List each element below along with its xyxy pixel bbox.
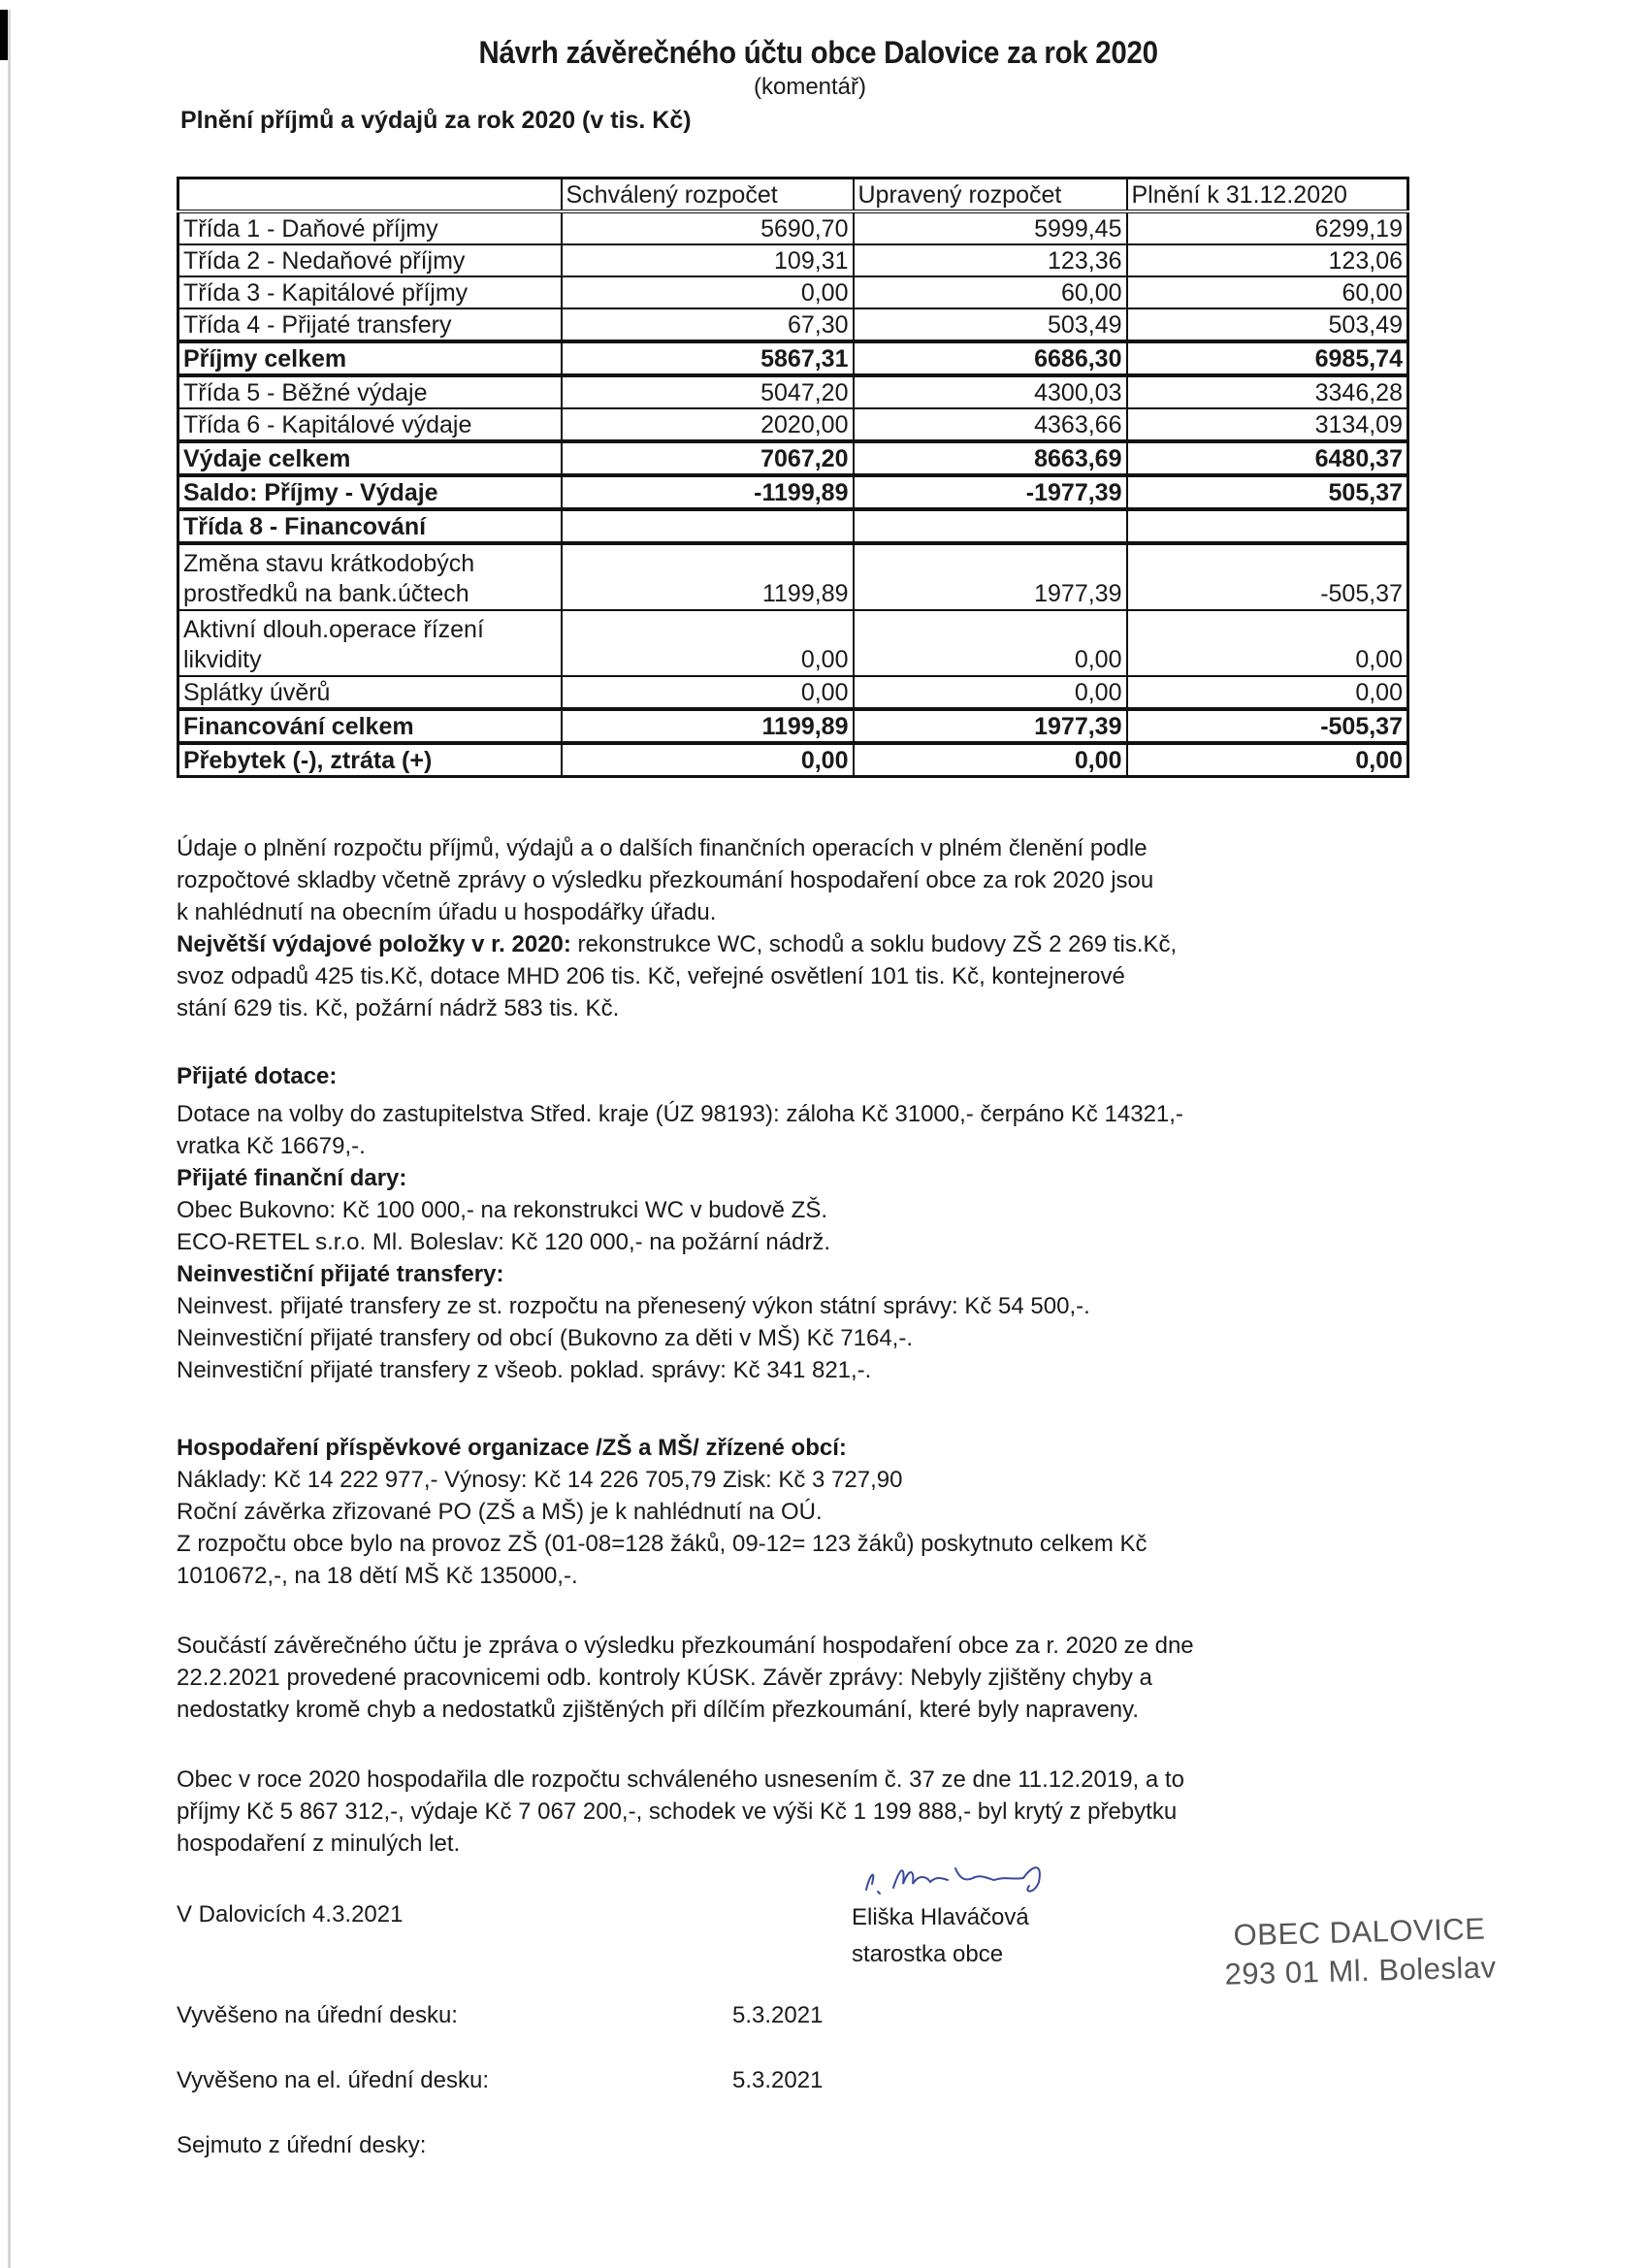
section-heading: Plnění příjmů a výdajů za rok 2020 (v tis. Kč) bbox=[180, 107, 692, 134]
cell-actual bbox=[1127, 509, 1408, 543]
row-label: Splátky úvěrů bbox=[178, 676, 562, 709]
cell-adjusted: 4300,03 bbox=[854, 375, 1127, 408]
table-row-total-revenue bbox=[178, 341, 1408, 375]
cell-actual: 60,00 bbox=[1127, 276, 1408, 308]
cell-adjusted: 0,00 bbox=[854, 610, 1127, 676]
row-label: Třída 8 - Financování bbox=[178, 509, 562, 543]
cell-actual: 0,00 bbox=[1127, 743, 1408, 777]
resolution-line: hospodaření z minulých let. bbox=[177, 1831, 461, 1857]
row-label: Příjmy celkem bbox=[178, 341, 562, 375]
cell-adjusted bbox=[854, 509, 1127, 543]
grants-line: vratka Kč 16679,-. bbox=[177, 1133, 366, 1159]
table-row-balance bbox=[178, 475, 1408, 509]
header-actual: Plnění k 31.12.2020 bbox=[1127, 178, 1408, 212]
municipal-stamp bbox=[1223, 1909, 1497, 1993]
cell-adjusted: 1977,39 bbox=[854, 709, 1127, 743]
review-line: nedostatky kromě chyb a nedostatků zjištěných při dílčím přezkoumání, které byly napraveny. bbox=[177, 1697, 1140, 1723]
transfers-heading: Neinvestiční přijaté transfery: bbox=[177, 1261, 504, 1287]
table-row bbox=[178, 276, 1408, 308]
header-label bbox=[178, 178, 562, 212]
resolution-line: Obec v roce 2020 hospodařila dle rozpočtu schváleného usnesením č. 37 ze dne 11.12.2019, a to bbox=[177, 1766, 1184, 1793]
cell-adjusted: 4363,66 bbox=[854, 408, 1127, 441]
cell-actual: 505,37 bbox=[1127, 475, 1408, 509]
table-row bbox=[178, 676, 1408, 709]
row-label: Třída 3 - Kapitálové příjmy bbox=[178, 276, 562, 308]
table-row-total-expenditure bbox=[178, 441, 1408, 475]
table-row-surplus-loss bbox=[178, 743, 1408, 777]
table-row-total-financing bbox=[178, 709, 1408, 743]
row-label: Třída 1 - Daňové příjmy bbox=[178, 211, 562, 244]
gifts-line: Obec Bukovno: Kč 100 000,- na rekonstrukci WC v budově ZŠ. bbox=[177, 1197, 827, 1223]
signatory-role: starostka obce bbox=[852, 1941, 1004, 1967]
cell-adjusted: -1977,39 bbox=[854, 475, 1127, 509]
cell-actual: 6299,19 bbox=[1127, 211, 1408, 244]
cell-approved: 67,30 bbox=[562, 308, 854, 341]
organization-heading: Hospodaření příspěvkové organizace /ZŠ a MŠ/ zřízené obcí: bbox=[177, 1435, 847, 1461]
row-label: Financování celkem bbox=[178, 709, 562, 743]
gifts-line: ECO-RETEL s.r.o. Ml. Boleslav: Kč 120 000,- na požární nádrž. bbox=[177, 1229, 831, 1255]
cell-approved: 5047,20 bbox=[562, 375, 854, 408]
row-label: Přebytek (-), ztráta (+) bbox=[178, 743, 562, 777]
cell-adjusted: 8663,69 bbox=[854, 441, 1127, 475]
removed-label: Sejmuto z úřední desky: bbox=[177, 2132, 427, 2158]
row-label: Aktivní dlouh.operace řízení likvidity bbox=[178, 610, 562, 676]
table-header-row bbox=[178, 178, 1408, 212]
largest-items-line bbox=[177, 928, 1389, 960]
transfers-line: Neinvestiční přijaté transfery z všeob. poklad. správy: Kč 341 821,-. bbox=[177, 1357, 872, 1383]
cell-approved: 2020,00 bbox=[562, 408, 854, 441]
cell-approved: 5690,70 bbox=[562, 211, 854, 244]
cell-approved: 0,00 bbox=[562, 676, 854, 709]
table-row bbox=[178, 408, 1408, 441]
scan-edge-mark bbox=[0, 10, 8, 60]
table-row bbox=[178, 308, 1408, 341]
cell-adjusted: 503,49 bbox=[854, 308, 1127, 341]
cell-actual: 3134,09 bbox=[1127, 408, 1408, 441]
cell-approved: 0,00 bbox=[562, 610, 854, 676]
cell-approved: -1199,89 bbox=[562, 475, 854, 509]
cell-approved: 109,31 bbox=[562, 244, 854, 276]
cell-actual: 0,00 bbox=[1127, 610, 1408, 676]
cell-adjusted: 0,00 bbox=[854, 676, 1127, 709]
posted-eboard-date: 5.3.2021 bbox=[732, 2067, 824, 2093]
place-date: V Dalovicích 4.3.2021 bbox=[177, 1901, 404, 1928]
cell-actual: 3346,28 bbox=[1127, 375, 1408, 408]
organization-line: Z rozpočtu obce bylo na provoz ZŠ (01-08=128 žáků, 09-12= 123 žáků) poskytnuto celkem Kč bbox=[177, 1531, 1148, 1557]
intro-line: k nahlédnutí na obecním úřadu u hospodářky úřadu. bbox=[177, 899, 717, 925]
row-label: Výdaje celkem bbox=[178, 441, 562, 475]
cell-actual: -505,37 bbox=[1127, 543, 1408, 610]
cell-approved: 1199,89 bbox=[562, 543, 854, 610]
posted-board-date: 5.3.2021 bbox=[732, 2002, 824, 2028]
table-row bbox=[178, 244, 1408, 276]
review-paragraph bbox=[177, 1630, 1389, 1726]
cell-actual: 503,49 bbox=[1127, 308, 1408, 341]
posted-board-label: Vyvěšeno na úřední desku: bbox=[177, 2002, 458, 2028]
cell-approved: 0,00 bbox=[562, 743, 854, 777]
cell-actual: 6480,37 bbox=[1127, 441, 1408, 475]
cell-actual: 0,00 bbox=[1127, 676, 1408, 709]
review-line: Součástí závěrečného účtu je zpráva o výsledku přezkoumání hospodaření obce za r. 2020 ze dne bbox=[177, 1633, 1194, 1659]
cell-actual: 6985,74 bbox=[1127, 341, 1408, 375]
cell-approved bbox=[562, 509, 854, 543]
grants-heading: Přijaté dotace: bbox=[177, 1063, 338, 1089]
stamp-line-1: OBEC DALOVICE bbox=[1233, 1911, 1486, 1953]
header-approved: Schválený rozpočet bbox=[562, 178, 854, 212]
table-row bbox=[178, 211, 1408, 244]
signature-icon bbox=[858, 1855, 1130, 1903]
document-title: Návrh závěrečného účtu obce Dalovice za rok 2020 bbox=[478, 35, 1158, 70]
cell-approved: 0,00 bbox=[562, 276, 854, 308]
cell-adjusted: 123,36 bbox=[854, 244, 1127, 276]
grants-section bbox=[177, 1060, 1389, 1386]
cell-approved: 7067,20 bbox=[562, 441, 854, 475]
transfers-line: Neinvest. přijaté transfery ze st. rozpočtu na přenesený výkon státní správy: Kč 54 500,-. bbox=[177, 1293, 1090, 1319]
table-row bbox=[178, 543, 1408, 610]
cell-adjusted: 1977,39 bbox=[854, 543, 1127, 610]
transfers-line: Neinvestiční přijaté transfery od obcí (Bukovno za děti v MŠ) Kč 7164,-. bbox=[177, 1325, 914, 1351]
largest-items-line: svoz odpadů 425 tis.Kč, dotace MHD 206 tis. Kč, veřejné osvětlení 101 tis. Kč, kontejnerové bbox=[177, 963, 1125, 989]
organization-line: Roční závěrka zřizované PO (ZŠ a MŠ) je k nahlédnutí na OÚ. bbox=[177, 1499, 823, 1525]
grants-line: Dotace na volby do zastupitelstva Střed. kraje (ÚZ 98193): záloha Kč 31000,- čerpáno Kč 14321,- bbox=[177, 1101, 1183, 1127]
document-subtitle: (komentář) bbox=[753, 74, 867, 100]
cell-actual: -505,37 bbox=[1127, 709, 1408, 743]
scan-edge-line bbox=[8, 10, 11, 2268]
largest-items-line: stání 629 tis. Kč, požární nádrž 583 tis. Kč. bbox=[177, 995, 620, 1021]
organization-line: Náklady: Kč 14 222 977,- Výnosy: Kč 14 226 705,79 Zisk: Kč 3 727,90 bbox=[177, 1467, 903, 1493]
organization-section bbox=[177, 1432, 1389, 1592]
resolution-line: příjmy Kč 5 867 312,-, výdaje Kč 7 067 200,-, schodek ve výši Kč 1 199 888,- byl krytý z přebytku bbox=[177, 1798, 1178, 1825]
table-row-financing-header bbox=[178, 509, 1408, 543]
row-label: Změna stavu krátkodobých prostředků na bank.účtech bbox=[178, 543, 562, 610]
row-label: Třída 2 - Nedaňové příjmy bbox=[178, 244, 562, 276]
gifts-heading: Přijaté finanční dary: bbox=[177, 1165, 407, 1191]
row-label: Třída 6 - Kapitálové výdaje bbox=[178, 408, 562, 441]
table-row bbox=[178, 610, 1408, 676]
row-label: Třída 5 - Běžné výdaje bbox=[178, 375, 562, 408]
budget-resolution-paragraph bbox=[177, 1764, 1389, 1860]
cell-adjusted: 5999,45 bbox=[854, 211, 1127, 244]
stamp-line-2: 293 01 Ml. Boleslav bbox=[1224, 1950, 1497, 1992]
cell-actual: 123,06 bbox=[1127, 244, 1408, 276]
signatory-name: Eliška Hlaváčová bbox=[852, 1904, 1029, 1930]
cell-approved: 1199,89 bbox=[562, 709, 854, 743]
cell-adjusted: 60,00 bbox=[854, 276, 1127, 308]
cell-adjusted: 0,00 bbox=[854, 743, 1127, 777]
table-row bbox=[178, 375, 1408, 408]
intro-line: Údaje o plnění rozpočtu příjmů, výdajů a o dalších finančních operacích v plném členění podle bbox=[177, 835, 1148, 861]
organization-line: 1010672,-, na 18 dětí MŠ Kč 135000,-. bbox=[177, 1563, 578, 1589]
review-line: 22.2.2021 provedené pracovnicemi odb. kontroly KÚSK. Závěr zprávy: Nebyly zjištěny chyby a bbox=[177, 1665, 1152, 1691]
row-label: Třída 4 - Přijaté transfery bbox=[178, 308, 562, 341]
intro-paragraph bbox=[177, 832, 1389, 1024]
cell-approved: 5867,31 bbox=[562, 341, 854, 375]
row-label: Saldo: Příjmy - Výdaje bbox=[178, 475, 562, 509]
cell-adjusted: 6686,30 bbox=[854, 341, 1127, 375]
budget-table bbox=[177, 177, 1409, 778]
largest-items-label: Největší výdajové položky v r. 2020: bbox=[177, 931, 571, 957]
header-adjusted: Upravený rozpočet bbox=[854, 178, 1127, 212]
intro-line: rozpočtové skladby včetně zprávy o výsledku přezkoumání hospodaření obce za rok 2020 jsou bbox=[177, 867, 1154, 893]
posted-eboard-label: Vyvěšeno na el. úřední desku: bbox=[177, 2067, 489, 2093]
largest-items-text: rekonstrukce WC, schodů a soklu budovy ZŠ 2 269 tis.Kč, bbox=[570, 931, 1178, 957]
